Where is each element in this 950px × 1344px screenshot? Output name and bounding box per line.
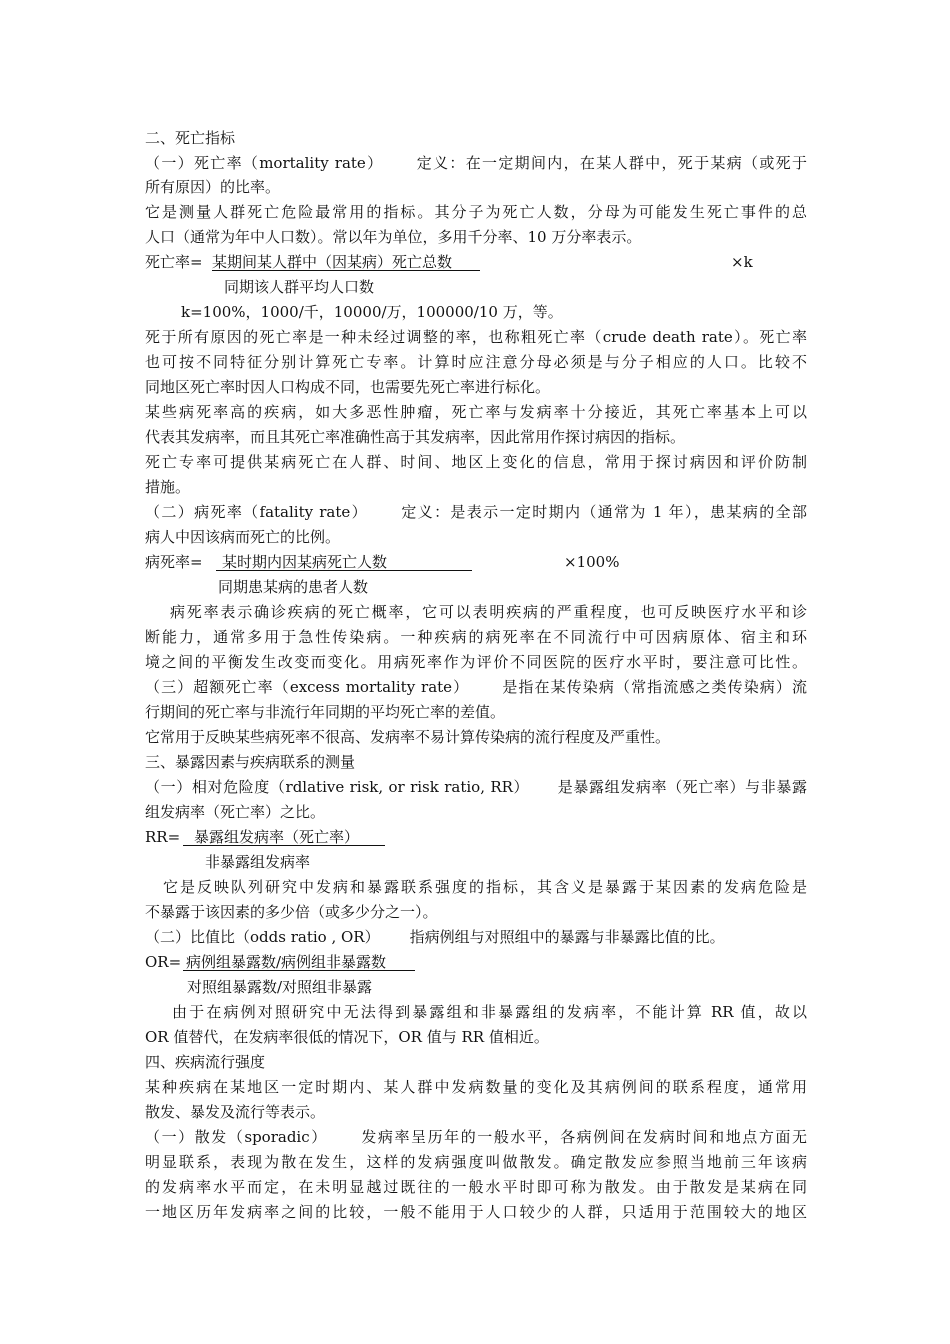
formula-numerator: 病例组暴露数/病例组非暴露数 <box>186 953 387 971</box>
formula-multiplier: ×k <box>731 253 753 271</box>
paragraph-line: 代表其发病率，而且其死亡率准确性高于其发病率，因此常用作探讨病因的指标。 <box>145 428 686 446</box>
paragraph-line: 同地区死亡率时因人口构成不同，也需要先死亡率进行标化。 <box>145 378 551 396</box>
definition-text: 指病例组与对照组中的暴露与非暴露比值的比。 <box>409 928 725 946</box>
paragraph-line: 组发病率（死亡率）之比。 <box>145 803 326 821</box>
paragraph-line: OR 值替代，在发病率很低的情况下，OR 值与 RR 值相近。 <box>145 1028 549 1046</box>
paragraph-line <box>145 775 807 799</box>
paragraph-line: 病人中因该病而死亡的比例。 <box>145 528 341 546</box>
definition-text: 是指在某传染病（常指流感之类传染病）流 <box>501 678 807 696</box>
fraction-bar <box>183 845 385 846</box>
formula-label: 病死率= <box>145 553 203 571</box>
paragraph-line: 它常用于反映某些病死率不很高、发病率不易计算传染病的流行程度及严重性。 <box>145 728 671 746</box>
definition-text: 定义：在一定期间内，在某人群中，死于某病（或死于 <box>415 154 807 172</box>
subheading: （三）超额死亡率（excess mortality rate） <box>145 678 470 696</box>
fraction-bar <box>212 270 480 271</box>
paragraph-line: 不暴露于该因素的多少倍（或多少分之一）。 <box>145 903 438 921</box>
subheading: （一）相对危险度（rdlative risk, or risk ratio, RR） <box>145 778 530 796</box>
paragraph-line: 行期间的死亡率与非流行年同期的平均死亡率的差值。 <box>145 703 506 721</box>
paragraph-line: 由于在病例对照研究中无法得到暴露组和非暴露组的发病率，不能计算 RR 值，故以 <box>172 1003 807 1021</box>
paragraph-line: 散发、暴发及流行等表示。 <box>145 1103 326 1121</box>
fraction-bar <box>183 970 415 971</box>
formula-denominator: 非暴露组发病率 <box>205 853 311 871</box>
paragraph-line <box>145 925 725 949</box>
subheading: （二）病死率（fatality rate） <box>145 503 368 521</box>
paragraph-line: 措施。 <box>145 478 191 496</box>
formula-numerator: 暴露组发病率（死亡率） <box>194 828 360 846</box>
definition-text: 发病率呈历年的一般水平，各病例间在发病时间和地点方面无 <box>359 1128 807 1146</box>
paragraph-line: 人口（通常为年中人口数）。常以年为单位，多用千分率、10 万分率表示。 <box>145 228 642 246</box>
formula-numerator: 某时期内因某病死亡人数 <box>222 553 388 571</box>
paragraph-line: 某些病死率高的疾病，如大多恶性肿瘤，死亡率与发病率十分接近，其死亡率基本上可以 <box>145 403 807 421</box>
formula-label: RR= <box>145 828 181 846</box>
paragraph-line: 它是反映队列研究中发病和暴露联系强度的指标，其含义是暴露于某因素的发病危险是 <box>163 878 807 896</box>
paragraph-line <box>145 500 807 524</box>
formula-multiplier: ×100% <box>564 553 620 571</box>
paragraph-line: 也可按不同特征分别计算死亡专率。计算时应注意分母必须是与分子相应的人口。比较不 <box>145 353 807 371</box>
paragraph-line <box>145 1125 807 1149</box>
paragraph-line: 死于所有原因的死亡率是一种未经过调整的率，也称粗死亡率（crude death rate）。死亡率 <box>145 328 807 346</box>
paragraph-line: 病死率表示确诊疾病的死亡概率，它可以表明疾病的严重程度，也可反映医疗水平和诊 <box>170 603 807 621</box>
subheading: （一）死亡率（mortality rate） <box>145 154 384 172</box>
formula-label: 死亡率= <box>145 253 203 271</box>
subheading: （二）比值比（odds ratio , OR） <box>145 928 380 946</box>
paragraph-line: 一地区历年发病率之间的比较，一般不能用于人口较少的人群，只适用于范围较大的地区 <box>145 1203 807 1221</box>
subheading: （一）散发（sporadic） <box>145 1128 328 1146</box>
paragraph-line: 的发病率水平而定，在未明显越过既往的一般水平时即可称为散发。由于散发是某病在同 <box>145 1178 807 1196</box>
formula-numerator: 某期间某人群中（因某病）死亡总数 <box>212 253 453 271</box>
paragraph-line: 断能力，通常多用于急性传染病。一种疾病的病死率在不同流行中可因病原体、宿主和环 <box>145 628 807 646</box>
section-heading: 二、死亡指标 <box>145 129 236 147</box>
definition-text: 是暴露组发病率（死亡率）与非暴露 <box>557 778 807 796</box>
fraction-bar <box>216 570 472 571</box>
formula-note: k=100%，1000/千，10000/万，100000/10 万，等。 <box>181 303 563 321</box>
section-heading: 四、疾病流行强度 <box>145 1053 266 1071</box>
paragraph-line: 明显联系，表现为散在发生，这样的发病强度叫做散发。确定散发应参照当地前三年该病 <box>145 1153 807 1171</box>
paragraph-line: 死亡专率可提供某病死亡在人群、时间、地区上变化的信息，常用于探讨病因和评价防制 <box>145 453 807 471</box>
formula-label: OR= <box>145 953 182 971</box>
paragraph-line: 所有原因）的比率。 <box>145 178 281 196</box>
paragraph-line <box>145 675 807 699</box>
formula-denominator: 同期该人群平均人口数 <box>224 278 375 296</box>
paragraph-line: 某种疾病在某地区一定时期内、某人群中发病数量的变化及其病例间的联系程度，通常用 <box>145 1078 807 1096</box>
definition-text: 定义：是表示一定时期内（通常为 1 年），患某病的全部 <box>399 503 807 521</box>
formula-denominator: 对照组暴露数/对照组非暴露 <box>187 978 373 996</box>
formula-denominator: 同期患某病的患者人数 <box>218 578 369 596</box>
paragraph-line <box>145 151 807 175</box>
paragraph-line: 境之间的平衡发生改变而变化。用病死率作为评价不同医院的医疗水平时，要注意可比性。 <box>145 653 807 671</box>
section-heading: 三、暴露因素与疾病联系的测量 <box>145 753 356 771</box>
paragraph-line: 它是测量人群死亡危险最常用的指标。其分子为死亡人数，分母为可能发生死亡事件的总 <box>145 203 807 221</box>
